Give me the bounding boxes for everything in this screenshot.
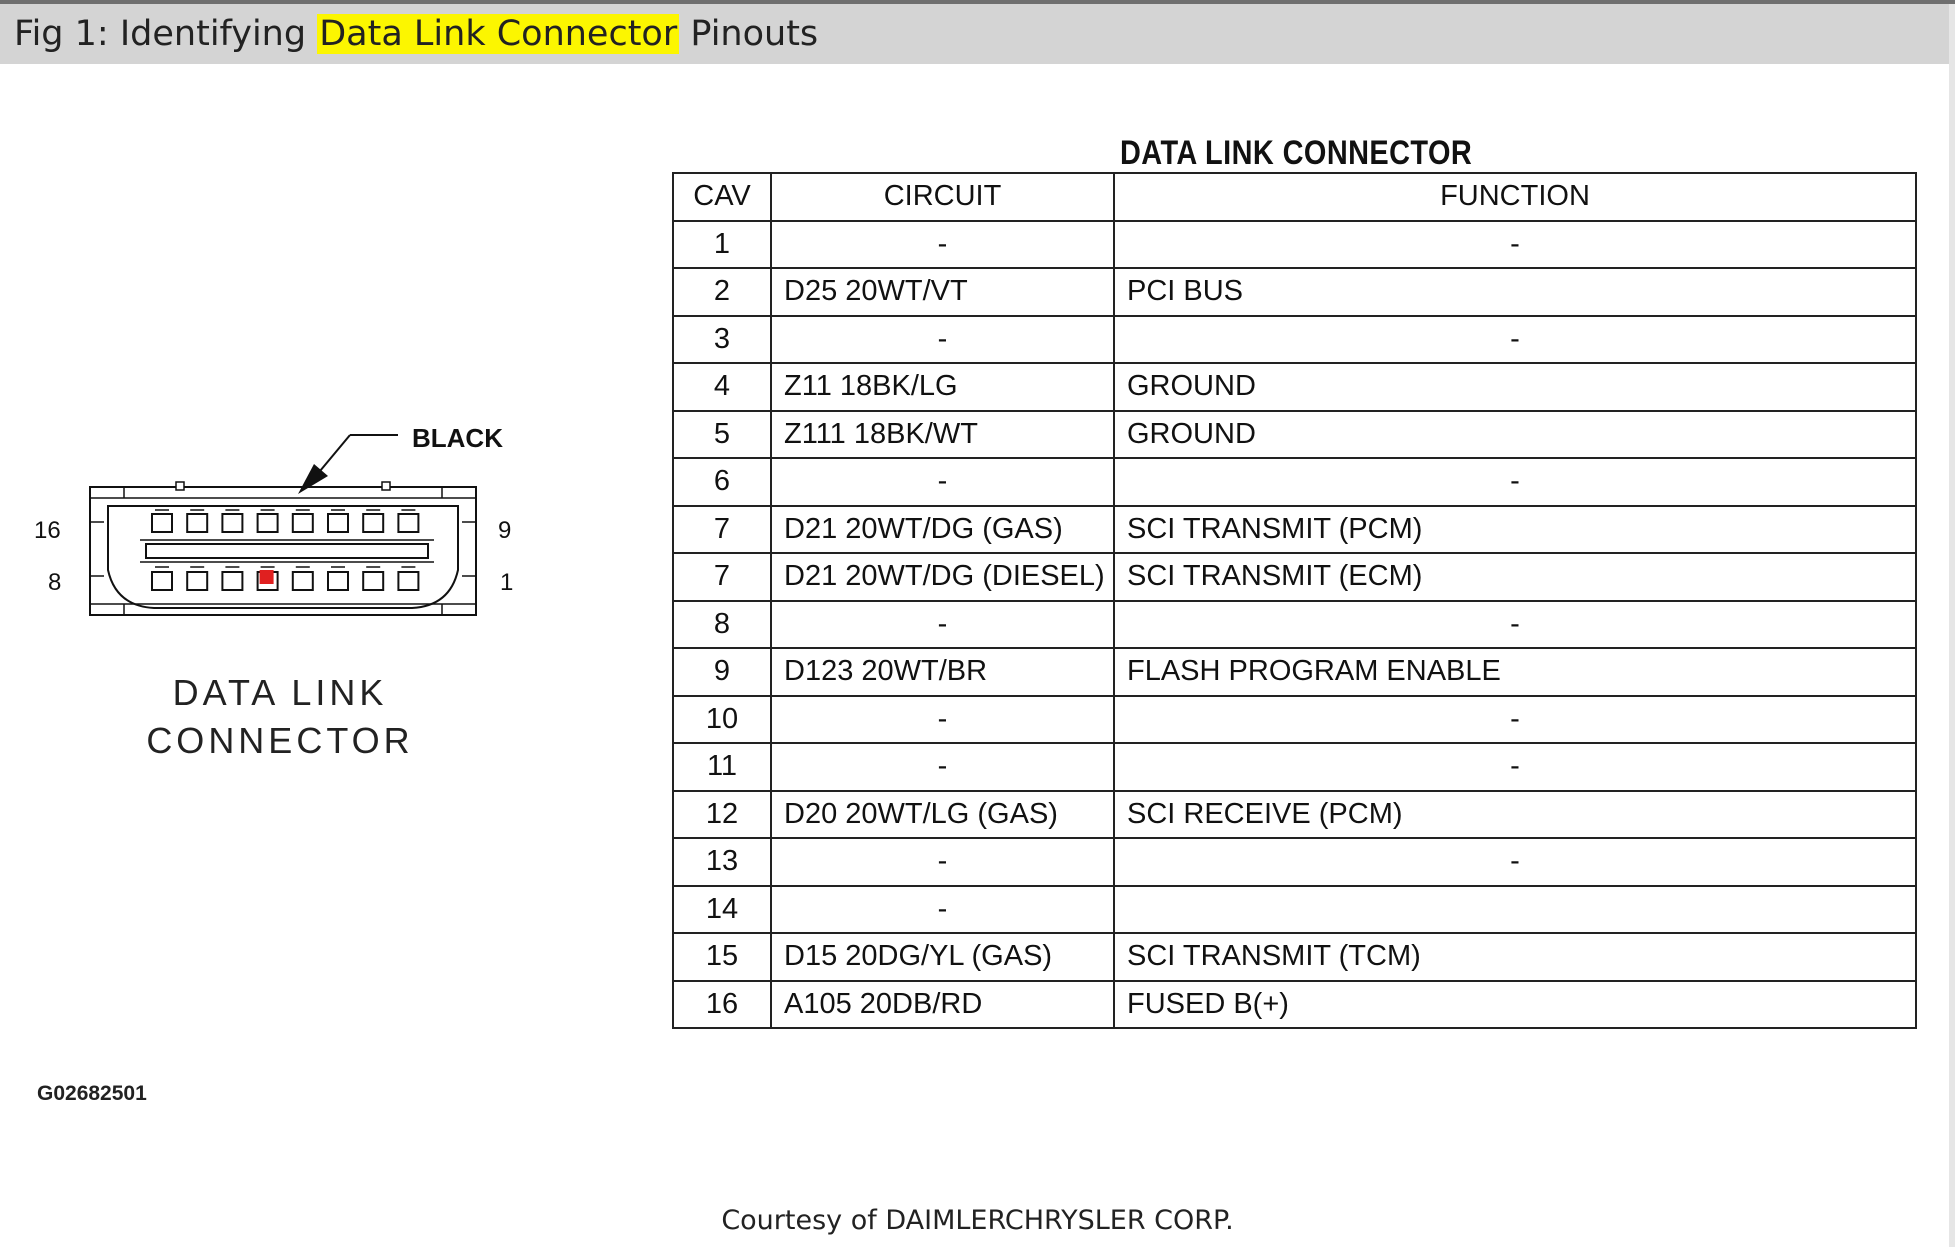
table-row bbox=[673, 411, 1916, 459]
function-cell: - bbox=[1114, 743, 1916, 791]
cav-cell: 12 bbox=[673, 791, 771, 839]
cav-cell: 8 bbox=[673, 601, 771, 649]
shell-tab bbox=[176, 482, 184, 490]
function-cell: GROUND bbox=[1114, 363, 1916, 411]
cav-cell: 7 bbox=[673, 553, 771, 601]
cav-cell: 5 bbox=[673, 411, 771, 459]
cav-cell: 16 bbox=[673, 981, 771, 1029]
table-row bbox=[673, 221, 1916, 269]
circuit-cell: Z11 18BK/LG bbox=[771, 363, 1114, 411]
circuit-cell: D21 20WT/DG (GAS) bbox=[771, 506, 1114, 554]
function-cell: SCI RECEIVE (PCM) bbox=[1114, 791, 1916, 839]
caption-line1: DATA LINK bbox=[172, 672, 388, 713]
cav-cell: 10 bbox=[673, 696, 771, 744]
table-row bbox=[673, 648, 1916, 696]
function-cell: SCI TRANSMIT (ECM) bbox=[1114, 553, 1916, 601]
courtesy-note: Courtesy of DAIMLERCHRYSLER CORP. bbox=[721, 1205, 1234, 1236]
highlighted-pin-marker bbox=[260, 570, 274, 584]
circuit-cell: D20 20WT/LG (GAS) bbox=[771, 791, 1114, 839]
cav-cell: 2 bbox=[673, 268, 771, 316]
pin-6 bbox=[222, 572, 242, 590]
pin-14 bbox=[222, 514, 242, 532]
circuit-cell: - bbox=[771, 316, 1114, 364]
pin-12 bbox=[293, 514, 313, 532]
pin-3 bbox=[328, 572, 348, 590]
table-row bbox=[673, 506, 1916, 554]
pin-label-9: 9 bbox=[498, 517, 512, 544]
pointer-line-diag bbox=[320, 435, 350, 471]
circuit-cell: D25 20WT/VT bbox=[771, 268, 1114, 316]
table-row bbox=[673, 981, 1916, 1029]
function-cell: - bbox=[1114, 316, 1916, 364]
function-cell: SCI TRANSMIT (PCM) bbox=[1114, 506, 1916, 554]
header-circuit: CIRCUIT bbox=[771, 173, 1114, 221]
figure-header bbox=[0, 4, 1955, 64]
figure-id: G02682501 bbox=[37, 1082, 147, 1105]
pin-11 bbox=[328, 514, 348, 532]
table-title: DATA LINK CONNECTOR bbox=[1120, 134, 1473, 172]
cav-cell: 3 bbox=[673, 316, 771, 364]
cav-cell: 4 bbox=[673, 363, 771, 411]
pin-9 bbox=[398, 514, 418, 532]
circuit-cell: - bbox=[771, 696, 1114, 744]
function-cell: - bbox=[1114, 696, 1916, 744]
connector-diagram bbox=[0, 380, 560, 670]
table-row bbox=[673, 696, 1916, 744]
header-suffix: Pinouts bbox=[679, 14, 819, 54]
function-cell: FUSED B(+) bbox=[1114, 981, 1916, 1029]
pins-bottom-row bbox=[152, 567, 418, 590]
right-edge bbox=[1949, 4, 1955, 1247]
shell-tab bbox=[382, 482, 390, 490]
circuit-cell: A105 20DB/RD bbox=[771, 981, 1114, 1029]
pointer-label: BLACK bbox=[412, 423, 503, 453]
circuit-cell: - bbox=[771, 743, 1114, 791]
circuit-cell: D21 20WT/DG (DIESEL) bbox=[771, 553, 1114, 601]
function-cell: - bbox=[1114, 221, 1916, 269]
cav-cell: 9 bbox=[673, 648, 771, 696]
cav-cell: 14 bbox=[673, 886, 771, 934]
cav-cell: 11 bbox=[673, 743, 771, 791]
cav-cell: 6 bbox=[673, 458, 771, 506]
table-row bbox=[673, 743, 1916, 791]
circuit-cell: - bbox=[771, 221, 1114, 269]
function-cell: - bbox=[1114, 601, 1916, 649]
pin-label-1: 1 bbox=[500, 569, 514, 596]
cav-cell: 1 bbox=[673, 221, 771, 269]
header-prefix: Fig 1: Identifying bbox=[14, 14, 318, 54]
table-row bbox=[673, 601, 1916, 649]
cav-cell: 7 bbox=[673, 506, 771, 554]
header-highlight: Data Link Connector bbox=[319, 14, 678, 54]
caption-line2: CONNECTOR bbox=[146, 720, 414, 761]
circuit-cell: - bbox=[771, 458, 1114, 506]
pin-15 bbox=[187, 514, 207, 532]
table-row bbox=[673, 268, 1916, 316]
table-row bbox=[673, 838, 1916, 886]
cav-cell: 15 bbox=[673, 933, 771, 981]
pin-7 bbox=[187, 572, 207, 590]
pin-label-16: 16 bbox=[34, 517, 61, 544]
table-row bbox=[673, 791, 1916, 839]
function-cell: GROUND bbox=[1114, 411, 1916, 459]
pin-8 bbox=[152, 572, 172, 590]
table-row bbox=[673, 316, 1916, 364]
pins-top-row bbox=[152, 510, 418, 532]
table-row bbox=[673, 363, 1916, 411]
function-cell bbox=[1114, 886, 1916, 934]
pin-label-8: 8 bbox=[48, 569, 62, 596]
table-header-row bbox=[673, 173, 1916, 221]
function-cell: SCI TRANSMIT (TCM) bbox=[1114, 933, 1916, 981]
circuit-cell: - bbox=[771, 601, 1114, 649]
table-row bbox=[673, 553, 1916, 601]
function-cell: PCI BUS bbox=[1114, 268, 1916, 316]
circuit-cell: D15 20DG/YL (GAS) bbox=[771, 933, 1114, 981]
function-cell: - bbox=[1114, 458, 1916, 506]
pointer-arrowhead bbox=[298, 464, 328, 494]
table-row bbox=[673, 933, 1916, 981]
function-cell: FLASH PROGRAM ENABLE bbox=[1114, 648, 1916, 696]
table-row bbox=[673, 458, 1916, 506]
table-row bbox=[673, 886, 1916, 934]
circuit-cell: - bbox=[771, 838, 1114, 886]
circuit-cell: Z111 18BK/WT bbox=[771, 411, 1114, 459]
pinout-table bbox=[672, 172, 1917, 1029]
header-cav: CAV bbox=[673, 173, 771, 221]
pin-13 bbox=[258, 514, 278, 532]
pin-2 bbox=[363, 572, 383, 590]
pin-4 bbox=[293, 572, 313, 590]
header-function: FUNCTION bbox=[1114, 173, 1916, 221]
pin-10 bbox=[363, 514, 383, 532]
pin-1 bbox=[398, 572, 418, 590]
circuit-cell: D123 20WT/BR bbox=[771, 648, 1114, 696]
pin-16 bbox=[152, 514, 172, 532]
circuit-cell: - bbox=[771, 886, 1114, 934]
cav-cell: 13 bbox=[673, 838, 771, 886]
center-bar bbox=[146, 544, 428, 558]
function-cell: - bbox=[1114, 838, 1916, 886]
